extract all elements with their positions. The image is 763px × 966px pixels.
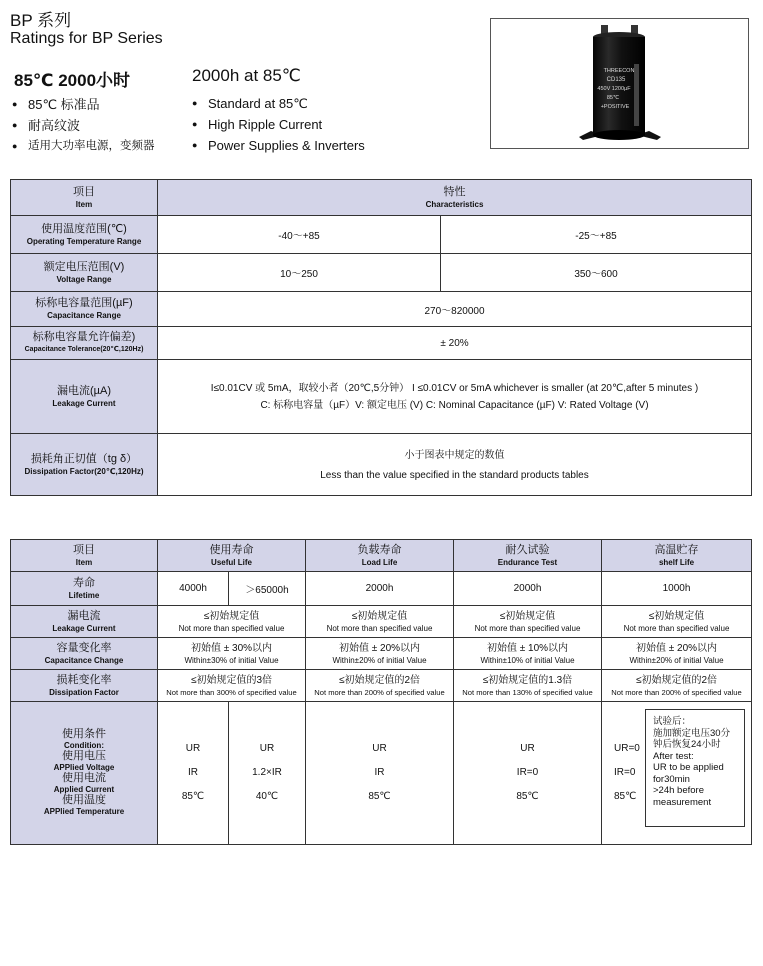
characteristics-header: 特性 Characteristics <box>158 180 752 216</box>
capacitance-label: 标称电容量范围(µF) Capacitance Range <box>11 292 158 327</box>
diss-label: 损耗变化率 Dissipation Factor <box>11 670 158 702</box>
feature-item: ● 适用大功率电源，变频器 <box>12 136 155 157</box>
shelf-life-header: 高温贮存 shelf Life <box>602 540 752 572</box>
cap-change-load: 初始值 ± 20%以内 Within±20% of initial Value <box>306 638 454 670</box>
rating-heading-en: 2000h at 85℃ <box>192 66 301 85</box>
table-row <box>11 434 752 496</box>
leakage-formula: I≤0.01CV 或 5mA，取较小者（20℃,5分钟） I ≤0.01CV or 5mA whichever is smaller (at 20℃,after 5 minutes ) <box>210 382 699 394</box>
capacitance-value: 270～820000 <box>158 292 752 327</box>
item-header: 项目 Item <box>11 540 158 572</box>
leakage-load: ≤初始规定值 Not more than specified value <box>306 606 454 638</box>
leakage-endurance: ≤初始规定值 Not more than specified value <box>454 606 602 638</box>
leakage-useful: ≤初始规定值 Not more than specified value <box>158 606 306 638</box>
diss-useful: ≤初始规定值的3倍 Not more than 300% of specified value <box>158 670 306 702</box>
capacitor-image <box>491 19 749 149</box>
load-life-header: 负载寿命 Load Life <box>306 540 454 572</box>
capacitor-label-line: THREECON <box>603 68 635 74</box>
diss-endurance: ≤初始规定值的1.3倍 Not more than 130% of specified value <box>454 670 602 702</box>
condition-useful-b: UR 1.2×IR 40℃ <box>229 702 306 845</box>
table-row <box>11 572 752 606</box>
life-table <box>10 539 752 845</box>
op-temp-high: -25～+85 <box>441 216 752 254</box>
leakage-legend: C: 标称电容量（µF）V: 额定电压 (V) C: Nominal Capacitance (µF) V: Rated Voltage (V) <box>260 399 649 411</box>
lifetime-label: 寿命 Lifetime <box>11 572 158 606</box>
condition-useful-a: UR IR 85℃ <box>158 702 229 845</box>
condition-label: 使用条件 Condition: 使用电压 APPlied Voltage 使用电流 Applied Current 使用温度 APPlied Temperature <box>11 702 158 845</box>
cap-change-useful: 初始值 ± 30%以内 Within±30% of initial Value <box>158 638 306 670</box>
capacitor-label-line: 450V 1200µF <box>597 86 631 92</box>
table-row <box>11 216 752 254</box>
voltage-high: 350～600 <box>441 254 752 292</box>
lifetime-load: 2000h <box>306 572 454 606</box>
leakage-shelf: ≤初始规定值 Not more than specified value <box>602 606 752 638</box>
feature-item: ● 耐高纹波 <box>12 115 155 136</box>
cap-change-endurance: 初始值 ± 10%以内 Within±10% of initial Value <box>454 638 602 670</box>
useful-life-header: 使用寿命 Useful Life <box>158 540 306 572</box>
feature-item: ● High Ripple Current <box>192 114 365 135</box>
cap-change-shelf: 初始值 ± 20%以内 Within±20% of initial Value <box>602 638 752 670</box>
endurance-header: 耐久试验 Endurance Test <box>454 540 602 572</box>
lifetime-useful-a: 4000h <box>158 572 229 606</box>
condition-endurance: UR IR=0 85℃ <box>454 702 602 845</box>
feature-item: ● Power Supplies & Inverters <box>192 135 365 156</box>
voltage-label: 额定电压范围(V) Voltage Range <box>11 254 158 292</box>
feature-list-en <box>192 93 365 156</box>
table-row <box>11 638 752 670</box>
capacitor-label-line: +POSITIVE <box>600 104 630 110</box>
voltage-low: 10～250 <box>158 254 441 292</box>
capacitor-label-line: 85℃ <box>606 95 620 101</box>
series-title-en: Ratings for BP Series <box>10 30 163 47</box>
op-temp-label: 使用温度范围(℃) Operating Temperature Range <box>11 216 158 254</box>
table-row <box>11 360 752 434</box>
tolerance-value: ± 20% <box>158 327 752 360</box>
capacitor-label-line: CD135 <box>606 77 626 83</box>
table-header-row <box>11 540 752 572</box>
series-title-cn: BP 系列 <box>10 11 72 30</box>
diss-load: ≤初始规定值的2倍 Not more than 200% of specified value <box>306 670 454 702</box>
table-row <box>11 670 752 702</box>
item-header: 项目 Item <box>11 180 158 216</box>
condition-shelf: UR=0 IR=0 85℃ <box>602 702 752 845</box>
diss-shelf: ≤初始规定值的2倍 Not more than 200% of specified value <box>602 670 752 702</box>
leakage-value <box>158 360 752 434</box>
ratings-table <box>10 179 752 496</box>
feature-list-cn <box>12 94 155 157</box>
table-row <box>11 606 752 638</box>
condition-load: UR IR 85℃ <box>306 702 454 845</box>
table-row <box>11 254 752 292</box>
cap-change-label: 容量变化率 Capacitance Change <box>11 638 158 670</box>
product-image <box>490 18 749 149</box>
table-row <box>11 292 752 327</box>
op-temp-low: -40～+85 <box>158 216 441 254</box>
table-row <box>11 327 752 360</box>
lifetime-shelf: 1000h <box>602 572 752 606</box>
leakage-label: 漏电流 Leakage Current <box>11 606 158 638</box>
lifetime-useful-b: ＞65000h <box>229 572 306 606</box>
table-header-row <box>11 180 752 216</box>
rating-heading-cn: 85℃ 2000小时 <box>14 71 131 90</box>
leakage-label: 漏电流(µA) Leakage Current <box>11 360 158 434</box>
lifetime-endurance: 2000h <box>454 572 602 606</box>
table-row <box>11 702 752 845</box>
feature-item: ● 85℃ 标准品 <box>12 94 155 115</box>
shelf-test-note: 试验后： 施加额定电压30分 钟后恢复24小时 After test: UR to be applied for30min >24h before measurement <box>645 709 745 827</box>
dissipation-value: 小于图表中规定的数值 Less than the value specified in the standard products tables <box>158 434 752 496</box>
dissipation-label: 损耗角正切值（tg δ） Dissipation Factor(20℃,120Hz) <box>11 434 158 496</box>
feature-item: ● Standard at 85℃ <box>192 93 365 114</box>
tolerance-label: 标称电容量允许偏差) Capacitance Tolerance(20℃,120Hz) <box>11 327 158 360</box>
